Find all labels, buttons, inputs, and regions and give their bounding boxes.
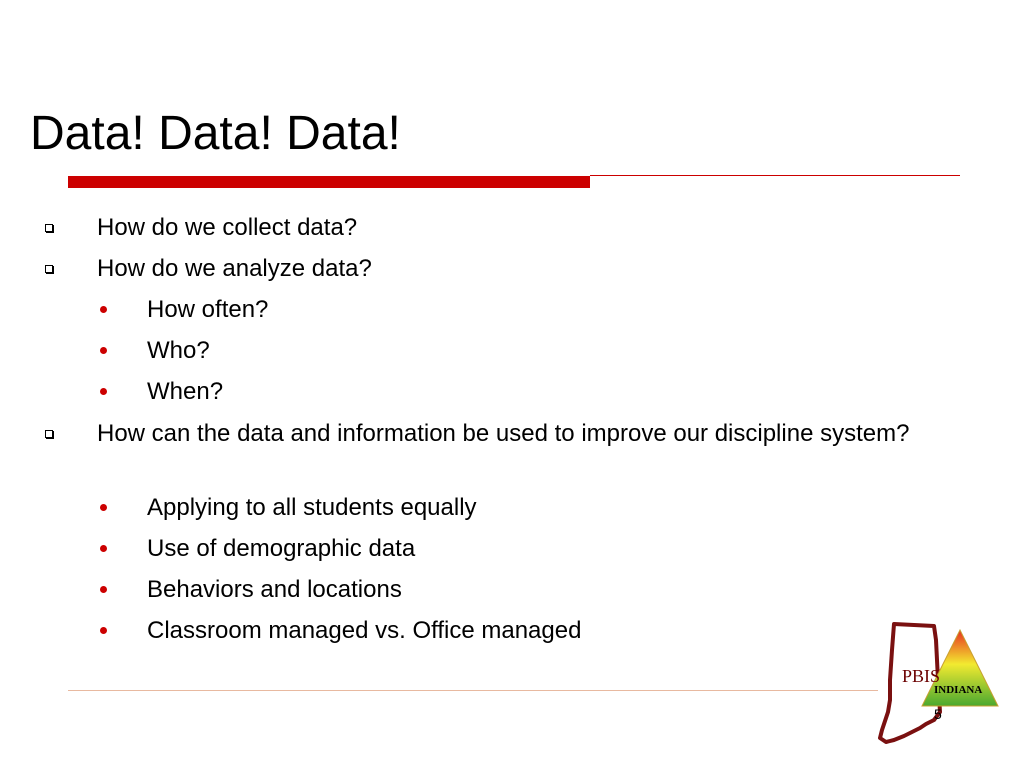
- bullet-text: How do we collect data?: [97, 214, 358, 241]
- title-underline-thin: [590, 175, 960, 176]
- logo-text-pbis: PBIS: [902, 666, 941, 686]
- bullet-text: How often?: [147, 296, 269, 323]
- bullet-text: When?: [147, 378, 224, 405]
- footer-rule: [68, 690, 878, 691]
- bullet-text: Who?: [147, 337, 210, 364]
- list-item: [147, 533, 415, 565]
- logo-text-indiana: INDIANA: [934, 684, 983, 696]
- bullet-text: How can the data and information be used to improve our discipline system?: [97, 420, 910, 447]
- bullet-text: Use of demographic data: [147, 535, 416, 562]
- title-underline-thick: [68, 176, 590, 188]
- dot-bullet-icon: [100, 586, 107, 593]
- bullet-text: How do we analyze data?: [97, 255, 372, 282]
- list-item: [147, 294, 268, 326]
- square-bullet-icon: [45, 224, 53, 232]
- dot-bullet-icon: [100, 388, 107, 395]
- list-item: [97, 418, 967, 450]
- dot-bullet-icon: [100, 545, 107, 552]
- pbis-indiana-logo: [872, 620, 1002, 750]
- list-item: [97, 212, 357, 244]
- bullet-text: Behaviors and locations: [147, 576, 402, 603]
- dot-bullet-icon: [100, 347, 107, 354]
- slide-number: 5: [934, 706, 942, 722]
- list-item: [97, 253, 372, 285]
- bullet-text: Classroom managed vs. Office managed: [147, 617, 582, 644]
- dot-bullet-icon: [100, 306, 107, 313]
- slide-title: Data! Data! Data!: [30, 107, 401, 160]
- dot-bullet-icon: [100, 504, 107, 511]
- list-item: [147, 335, 210, 367]
- list-item: [147, 574, 402, 606]
- dot-bullet-icon: [100, 627, 107, 634]
- list-item: [147, 376, 223, 408]
- list-item: [147, 615, 581, 647]
- square-bullet-icon: [45, 430, 53, 438]
- square-bullet-icon: [45, 265, 53, 273]
- list-item: [147, 492, 477, 524]
- bullet-text: Applying to all students equally: [147, 494, 477, 521]
